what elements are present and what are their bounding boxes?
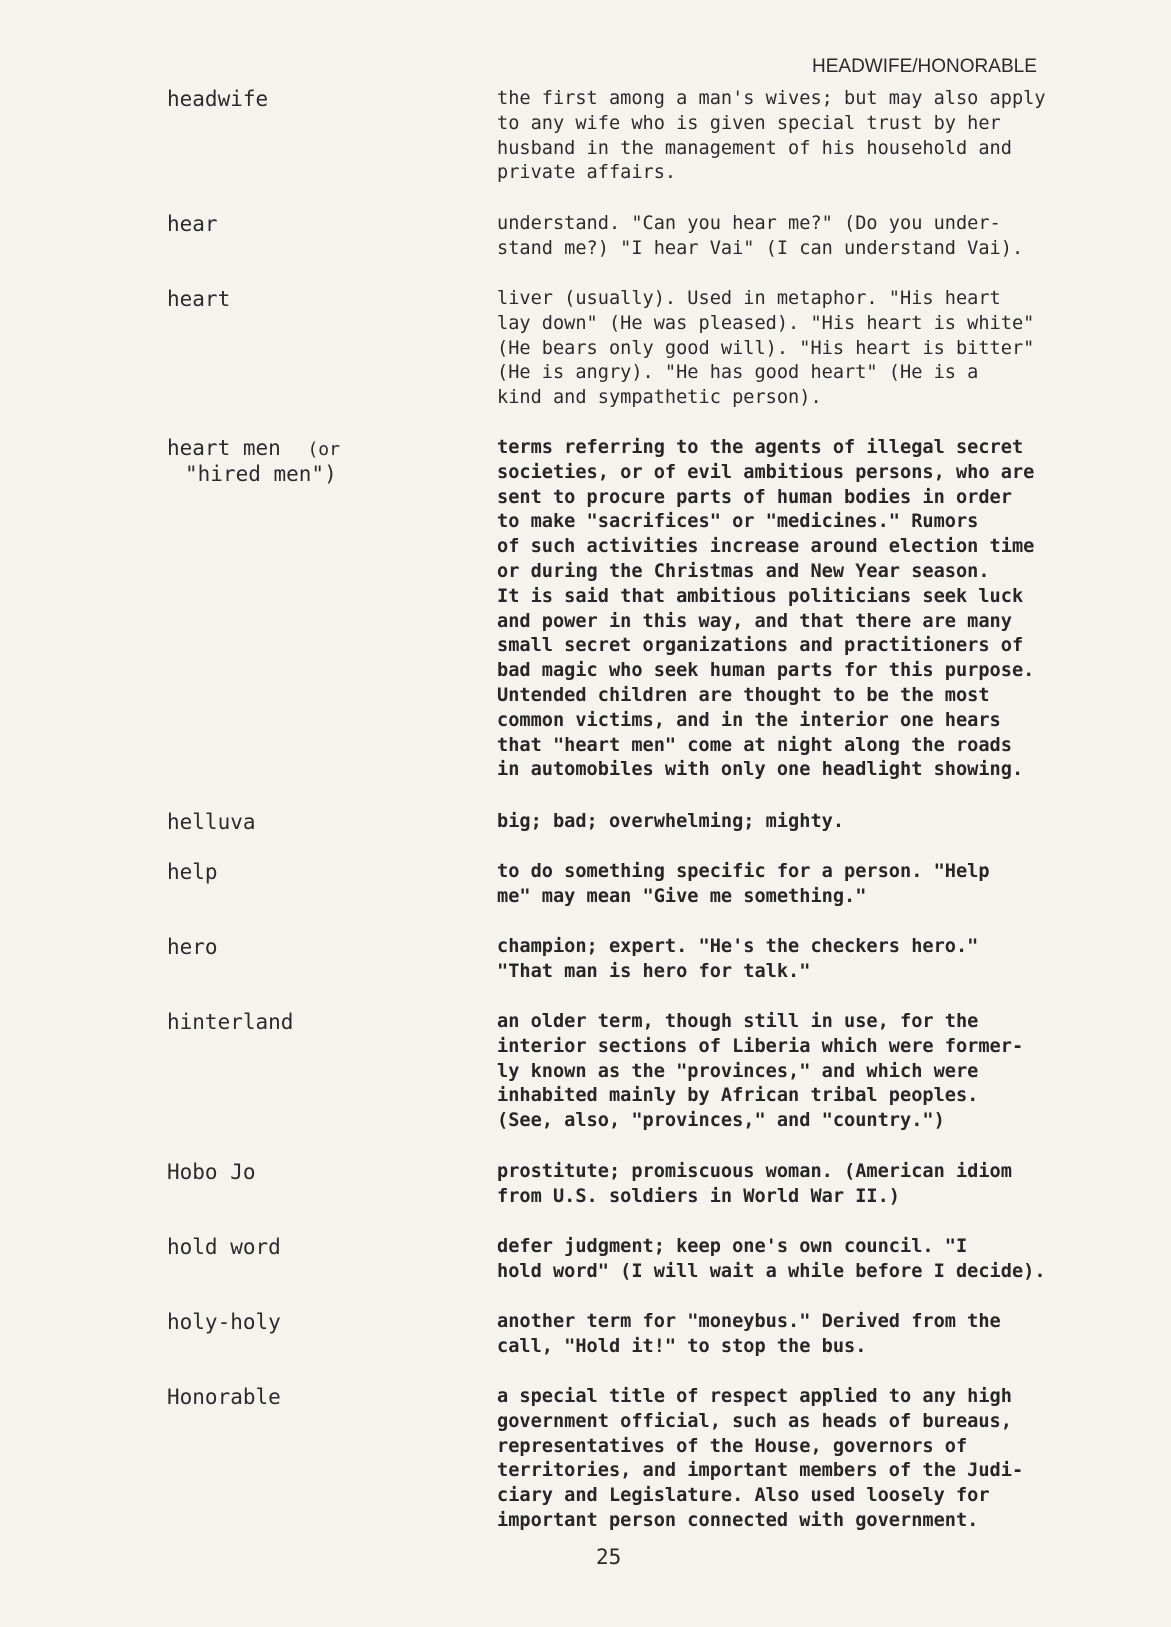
- entry-definition: liver (usually). Used in metaphor. "His heart lay down" (He was pleased). "His heart is white" (He bears only good will). "His heart is bitter" (He is angry). "He has good heart" (He is a kind and sympathetic person).: [497, 288, 1035, 409]
- entry-definition: the first among a man's wives; but may also apply to any wife who is given special trust by her husband in the management of his household and private affairs.: [497, 88, 1046, 184]
- entry-definition: champion; expert. "He's the checkers hero." "That man is hero for talk.": [497, 936, 979, 982]
- entry-definition: to do something specific for a person. "Help me" may mean "Give me something.": [497, 861, 990, 907]
- page-number: 25: [596, 1545, 622, 1569]
- entry-definition: an older term, though still in use, for the interior sections of Liberia which were former- ly known as the "provinces," and which were inhabited mainly by African tribal peoples. (See, also, "provinces," and "country."): [497, 1011, 1024, 1132]
- entry-term: Hobo Jo: [167, 1160, 256, 1184]
- entry-definition: terms referring to the agents of illegal secret societies, or of evil ambitious persons, who are sent to procure parts of human bodies in order to make "sacrifices" or "medicines." Rumors of such activities increase around election time or during the Christmas and New Year season. It is said that ambitious politicians seek luck and power in this way, and that there are many small secret organizations and practitioners of bad magic who seek human parts for this purpose. Untended children are thought to be the most common victims, and in the interior one hears that "heart men" come at night along the roads in automobiles with only one headlight showing.: [497, 437, 1035, 781]
- entry-term: hold word: [167, 1235, 281, 1259]
- entry-definition: another term for "moneybus." Derived from the call, "Hold it!" to stop the bus.: [497, 1311, 1001, 1357]
- entry-term: Honorable: [167, 1385, 281, 1409]
- running-head: HEADWIFE/HONORABLE: [812, 56, 1037, 77]
- entry-term: hear: [167, 212, 218, 236]
- entry-term: heart: [167, 287, 231, 311]
- entry-definition: understand. "Can you hear me?" (Do you under- stand me?) "I hear Vai" (I can understand Vai).: [497, 213, 1024, 259]
- entry-term-block: [167, 436, 467, 487]
- entry-term: holy-holy: [167, 1310, 281, 1334]
- entry-definition: big; bad; overwhelming; mighty.: [497, 811, 845, 832]
- entry-term-alt: "hired men"): [185, 462, 337, 486]
- entry-definition: defer judgment; keep one's own council. "I hold word" (I will wait a while before I decide).: [497, 1236, 1046, 1282]
- entry-term: help: [167, 860, 218, 884]
- entry-term: hero: [167, 935, 218, 959]
- entry-definition: a special title of respect applied to any high government official, such as heads of bureaus, representatives of the House, governors of territories, and important members of the Judi- ciary and Legislature. Also used loosely for important person connected with government.: [497, 1386, 1024, 1531]
- entry-term: heart men: [167, 436, 281, 460]
- entry-term: headwife: [167, 87, 269, 111]
- entry-term: helluva: [167, 810, 256, 834]
- entry-term-note: (or: [307, 439, 340, 460]
- entry-definition: prostitute; promiscuous woman. (American idiom from U.S. soldiers in World War II.): [497, 1161, 1012, 1207]
- entry-term: hinterland: [167, 1010, 294, 1034]
